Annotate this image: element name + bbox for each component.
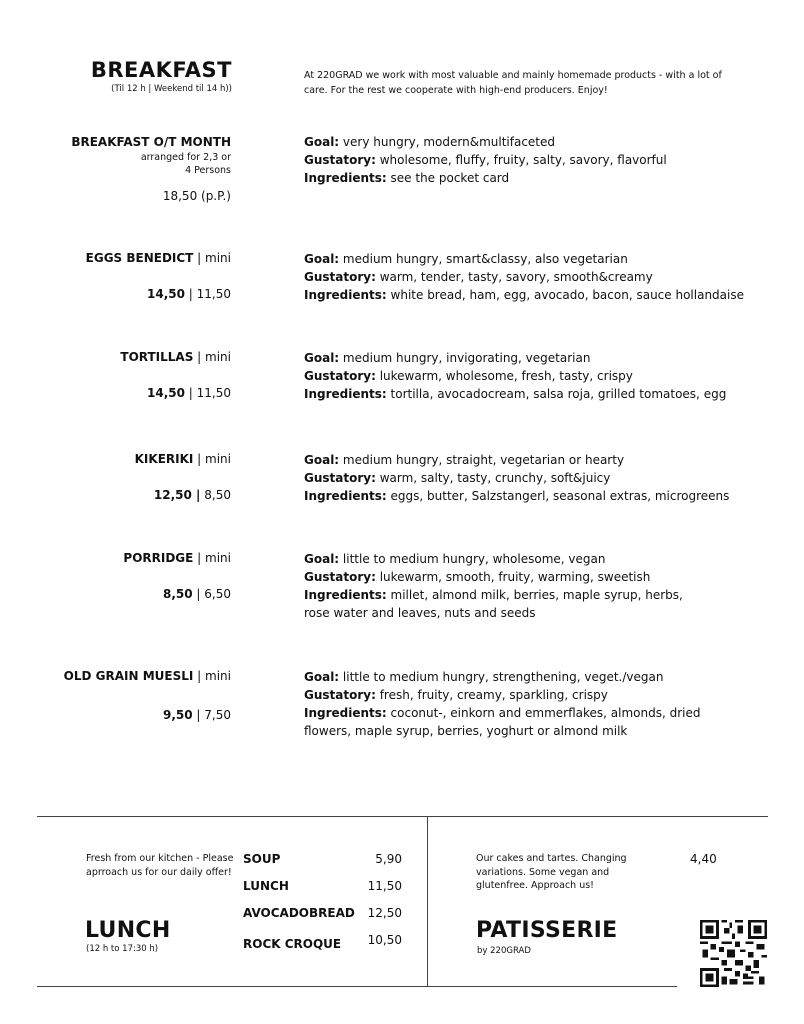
lunch-item-name: AVOCADOBREAD	[243, 906, 355, 920]
lunch-note: Fresh from our kitchen - Please aprroach us for our daily offer!	[86, 853, 234, 878]
menu-item-name: TORTILLAS | mini	[120, 350, 231, 364]
menu-item-description: Goal: medium hungry, straight, vegetarian or hearty Gustatory: warm, salty, tasty, crunchy, soft&juicy Ingredients: eggs, butter, Salzstangerl, seasonal extras, microgreens	[304, 453, 730, 503]
menu-item-name: KIKERIKI | mini	[134, 452, 231, 466]
menu-item-name: OLD GRAIN MUESLI | mini	[63, 669, 231, 683]
patisserie-note: Our cakes and tartes. Changing variations. Some vegan and glutenfree. Approach us!	[476, 853, 627, 891]
lunch-item-price: 12,50	[367, 906, 402, 920]
menu-item-price: 9,50 | 7,50	[163, 708, 231, 722]
menu-item-description: Goal: little to medium hungry, strengthening, veget./vegan Gustatory: fresh, fruity, creamy, sparkling, crispy Ingredients: coconut-, einkorn and emmerflakes, almonds, dried flowers, maple syrup, berries, yoghurt or almond milk	[304, 670, 701, 738]
section-divider-bottom	[37, 986, 677, 987]
menu-item-price: 14,50 | 11,50	[147, 386, 231, 400]
menu-item-name: BREAKFAST O/T MONTH	[71, 135, 231, 149]
menu-item-price: 14,50 | 11,50	[147, 287, 231, 301]
menu-item-description: Goal: medium hungry, invigorating, vegetarian Gustatory: lukewarm, wholesome, fresh, tasty, crispy Ingredients: tortilla, avocadocream, salsa roja, grilled tomatoes, egg	[304, 351, 727, 401]
lunch-item-price: 11,50	[367, 879, 402, 893]
breakfast-intro: At 220GRAD we work with most valuable and mainly homemade products - with a lot of care. For the rest we cooperate with high-end producers. Enjoy!	[304, 70, 722, 96]
menu-item-description: Goal: medium hungry, smart&classy, also vegetarian Gustatory: warm, tender, tasty, savory, smooth&creamy Ingredients: white bread, ham, egg, avocado, bacon, sauce hollandaise	[304, 252, 744, 302]
section-divider-top	[37, 816, 768, 817]
menu-item-price: 18,50 (p.P.)	[162, 189, 231, 203]
patisserie-title: PATISSERIE	[476, 918, 618, 943]
menu-item-price: 12,50 | 8,50	[153, 488, 231, 502]
menu-item-name: EGGS BENEDICT | mini	[85, 251, 231, 265]
menu-item-description: Goal: very hungry, modern&multifaceted Gustatory: wholesome, fluffy, fruity, salty, savory, flavorful Ingredients: see the pocket card	[304, 135, 667, 185]
lunch-hours: (12 h to 17:30 h)	[86, 944, 159, 954]
lunch-item-price: 5,90	[375, 852, 402, 866]
lunch-title: LUNCH	[85, 918, 171, 943]
lunch-item-name: ROCK CROQUE	[243, 937, 342, 951]
menu-item-price: 8,50 | 6,50	[163, 587, 231, 601]
lunch-item-name: LUNCH	[243, 879, 289, 893]
menu-item-description: Goal: little to medium hungry, wholesome, vegan Gustatory: lukewarm, smooth, fruity, warming, sweetish Ingredients: millet, almond milk, berries, maple syrup, herbs, rose water and leaves, nuts and seeds	[304, 552, 683, 620]
menu-item-name: PORRIDGE | mini	[123, 551, 231, 565]
menu-item-note: arranged for 2,3 or 4 Persons	[140, 152, 231, 176]
section-divider-vertical	[427, 816, 428, 986]
breakfast-title: BREAKFAST	[90, 58, 232, 82]
lunch-item-price: 10,50	[367, 933, 402, 947]
qr-code-icon	[700, 920, 767, 987]
lunch-item-name: SOUP	[243, 852, 281, 866]
patisserie-byline: by 220GRAD	[477, 946, 531, 956]
breakfast-hours: (Til 12 h | Weekend til 14 h))	[111, 84, 232, 94]
patisserie-price: 4,40	[690, 852, 717, 866]
